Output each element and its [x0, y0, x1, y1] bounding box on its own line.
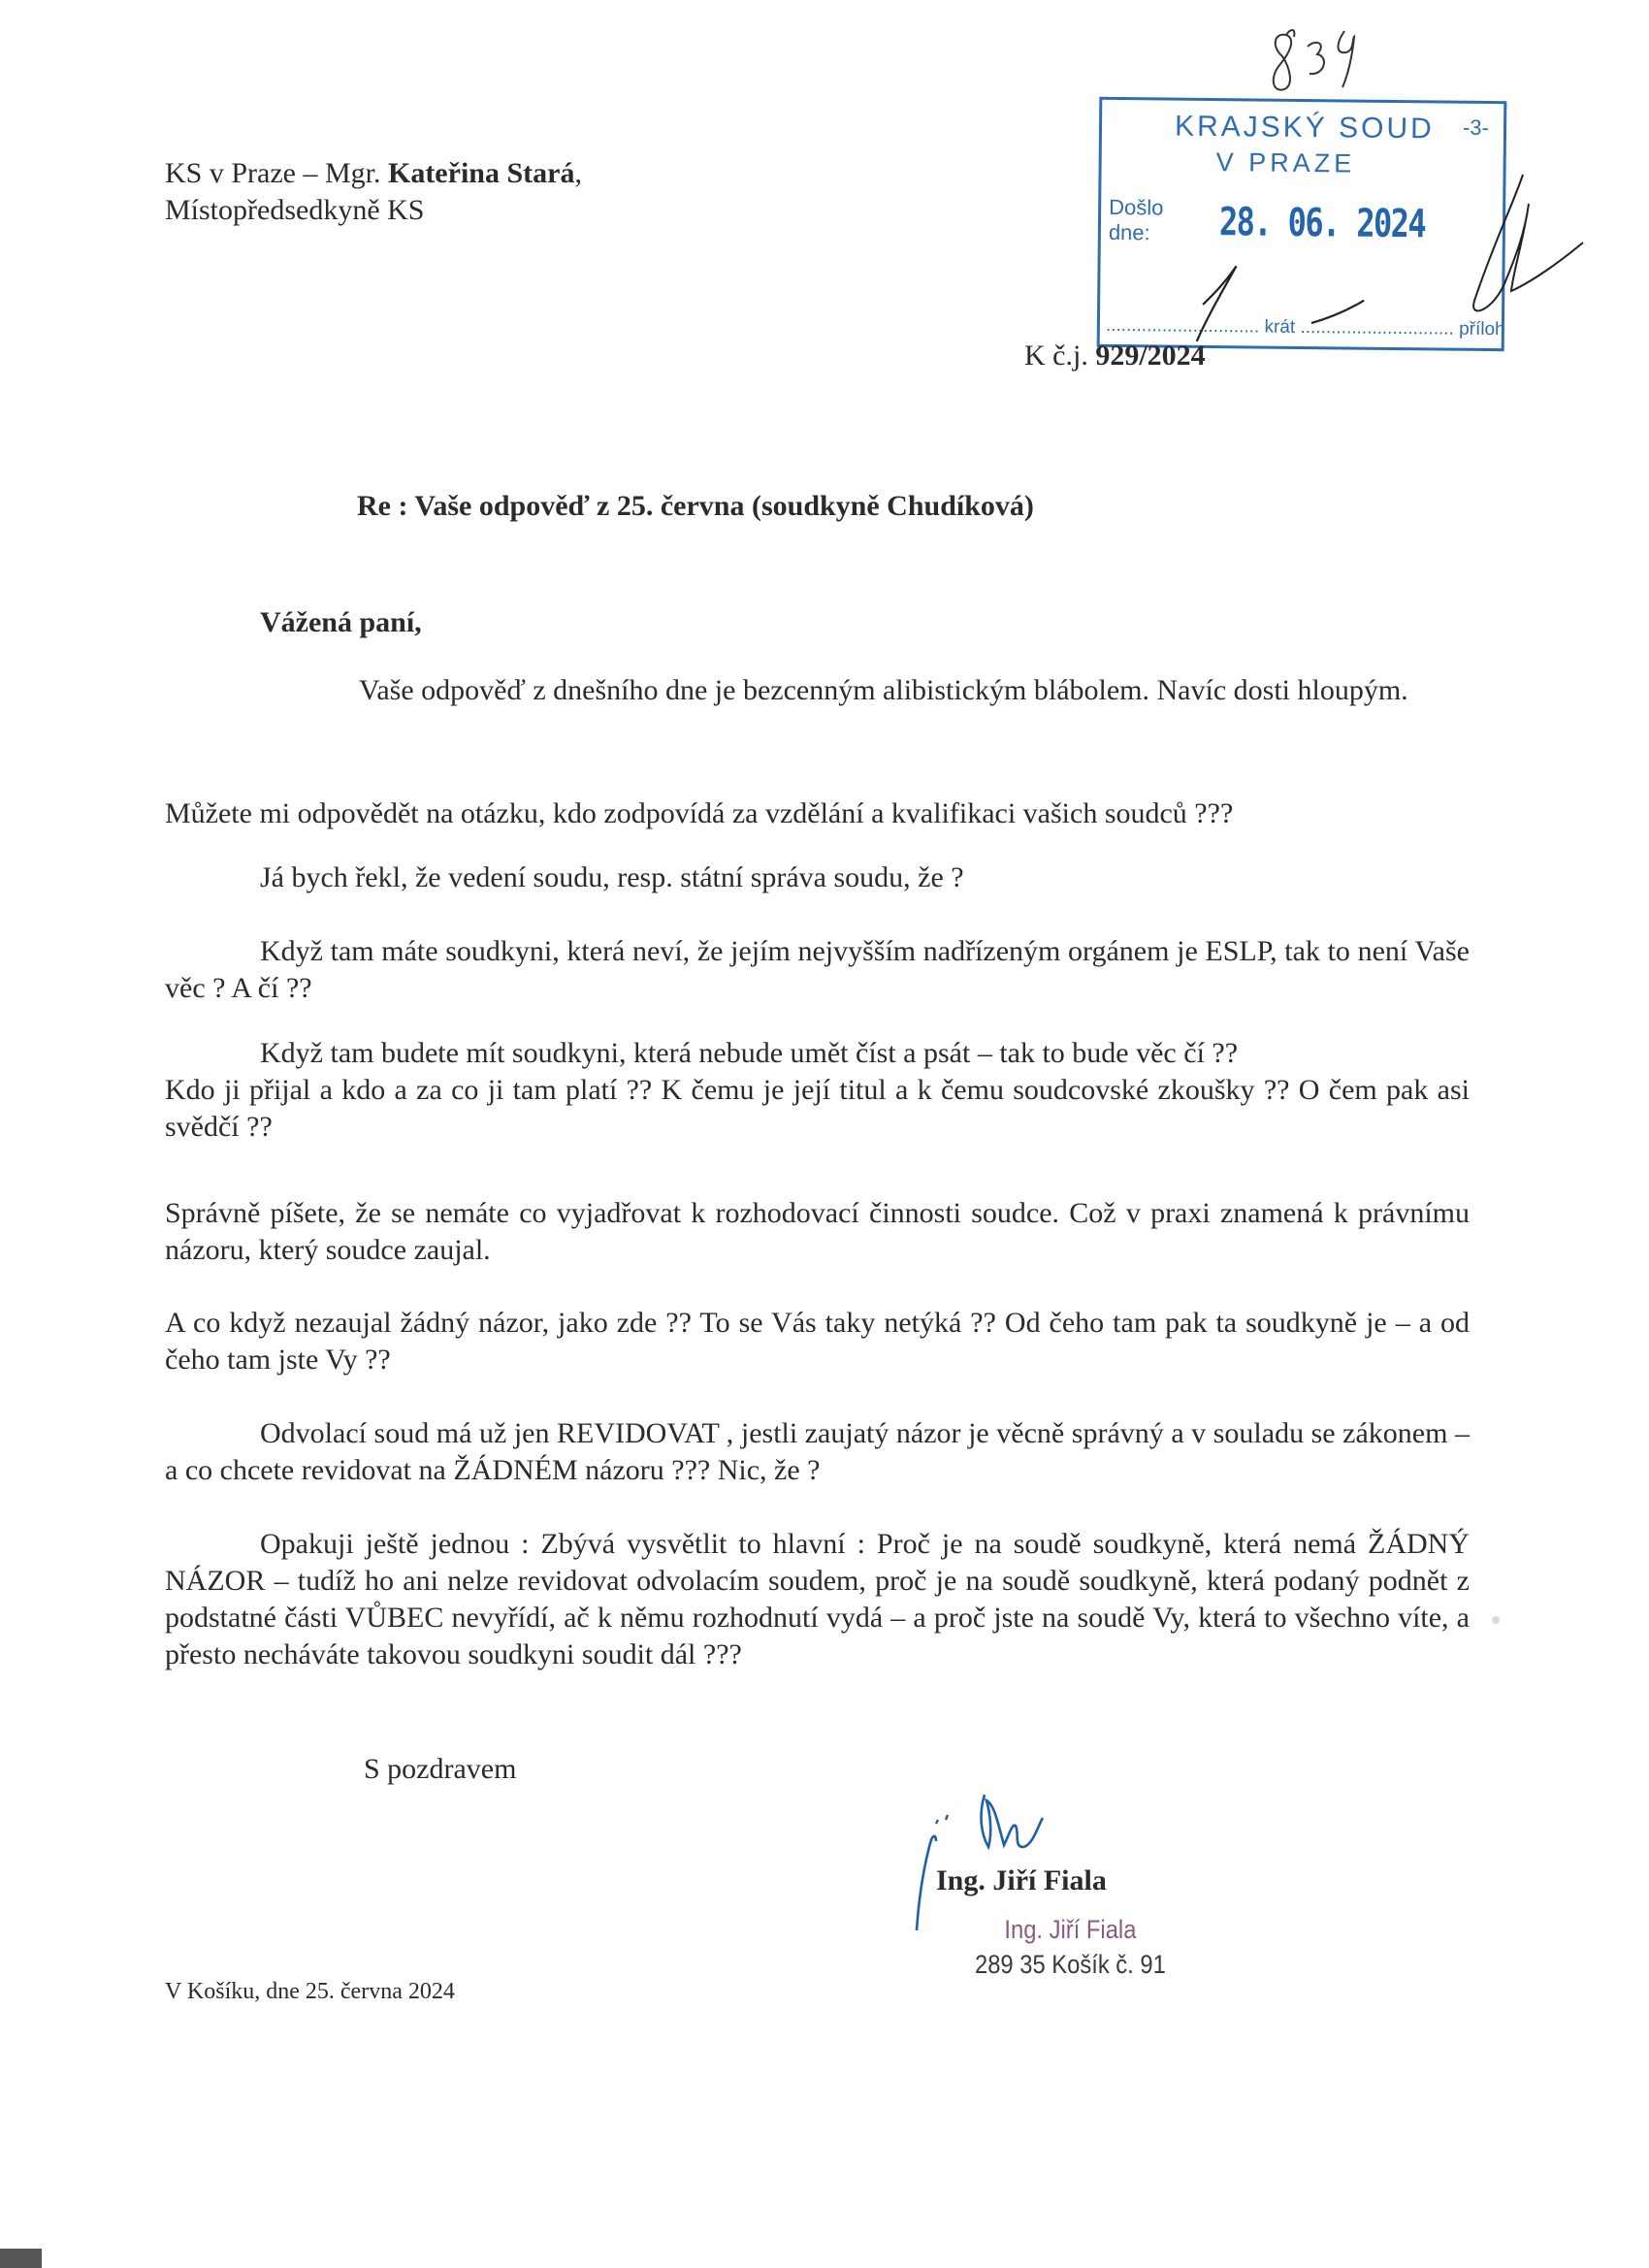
handwritten-number — [1261, 17, 1368, 105]
stamp-copies-line: .............................. krát .............................. příloh — [1105, 314, 1505, 340]
recipient-title: Místopředsedkyně KS — [165, 194, 425, 226]
body-paragraph: Odvolací soud má už jen REVIDOVAT , jestli zaujatý názor je věcně správný a v souladu se zákonem – a co chcete revidovat na ŽÁDNÉM názoru ??? Nic, že ? — [165, 1417, 1470, 1486]
recipient-address — [165, 155, 582, 229]
signatory-name: Ing. Jiří Fiala — [936, 1864, 1107, 1896]
stamp-signatory-address: 289 35 Košík č. 91 — [975, 1950, 1166, 1979]
signatory-address-stamp — [975, 1912, 1166, 1982]
stamp-court-city: V PRAZE — [1215, 147, 1356, 178]
stamp-received-date: 28. 06. 2024 — [1218, 200, 1426, 247]
letter-subject: Re : Vaše odpověď z 25. června (soudkyně Chudíková) — [357, 490, 1034, 522]
stamp-copies-label: krát — [1264, 316, 1296, 338]
stamp-court-name: KRAJSKÝ SOUD — [1174, 110, 1435, 146]
stamp-attachments-label: příloh — [1459, 318, 1505, 340]
scan-edge-mark — [0, 2249, 42, 2268]
recipient-line-1: KS v Praze – Mgr. Kateřina Stará, — [165, 157, 582, 189]
body-paragraph: Když tam budete mít soudkyni, která nebude umět číst a psát – tak to bude věc čí ?? — [260, 1037, 1239, 1069]
place-and-date: V Košíku, dne 25. června 2024 — [165, 1979, 455, 2004]
stamp-signatory-name: Ing. Jiří Fiala — [1004, 1915, 1137, 1944]
recipient-name: Kateřina Stará — [387, 157, 575, 189]
body-paragraph: Já bych řekl, že vedení soudu, resp. státní správa soudu, že ? — [260, 861, 964, 893]
stamp-received-label: Došlo dne: — [1108, 194, 1164, 245]
body-paragraph: Když tam máte soudkyni, která neví, že jejím nejvyšším nadřízeným orgánem je ESLP, tak to není Vaše věc ? A čí ?? — [165, 935, 1470, 1004]
reference-number: K č.j. 929/2024 — [1024, 340, 1206, 372]
body-paragraph: Správně píšete, že se nemáte co vyjadřovat k rozhodovací činnosti soudce. Což v praxi znamená k právnímu názoru, který soudce zaujal. — [165, 1197, 1470, 1266]
closing: S pozdravem — [364, 1753, 517, 1785]
salutation: Vážená paní, — [260, 606, 422, 638]
court-receipt-stamp — [1097, 97, 1507, 351]
body-paragraph: Můžete mi odpovědět na otázku, kdo zodpovídá za vzdělání a kvalifikaci vašich soudců ??? — [165, 797, 1234, 829]
body-paragraph: A co když nezaujal žádný názor, jako zde ?? To se Vás taky netýká ?? Od čeho tam pak ta soudkyně je – a od čeho tam jste Vy ?? — [165, 1307, 1470, 1376]
clerk-initials — [1455, 165, 1591, 320]
scan-speck — [1492, 1616, 1500, 1624]
body-paragraph: Vaše odpověď z dnešního dne je bezcenným alibistickým blábolem. Navíc dosti hloupým. — [359, 674, 1408, 706]
stamp-page-mark: -3- — [1462, 114, 1490, 141]
body-paragraph-group — [165, 1035, 1470, 1146]
body-paragraph: Kdo ji přijal a kdo a za co ji tam platí ?? K čemu je její titul a k čemu soudcovské zkoušky ?? O čem pak asi svědčí ?? — [165, 1074, 1470, 1143]
body-paragraph: Opakuji ještě jednou : Zbývá vysvětlit to hlavní : Proč je na soudě soudkyně, která nemá ŽÁDNÝ NÁZOR – tudíž ho ani nelze revidovat odvolacím soudem, proč je na soudě soudkyně, která podaný podnět z podstatné části VŮBEC nevyřídí, ač k němu rozhodnutí vydá – a proč jste na soudě Vy, která to všechno víte, a přesto necháváte takovou soudkyni soudit dál ??? — [165, 1528, 1470, 1670]
